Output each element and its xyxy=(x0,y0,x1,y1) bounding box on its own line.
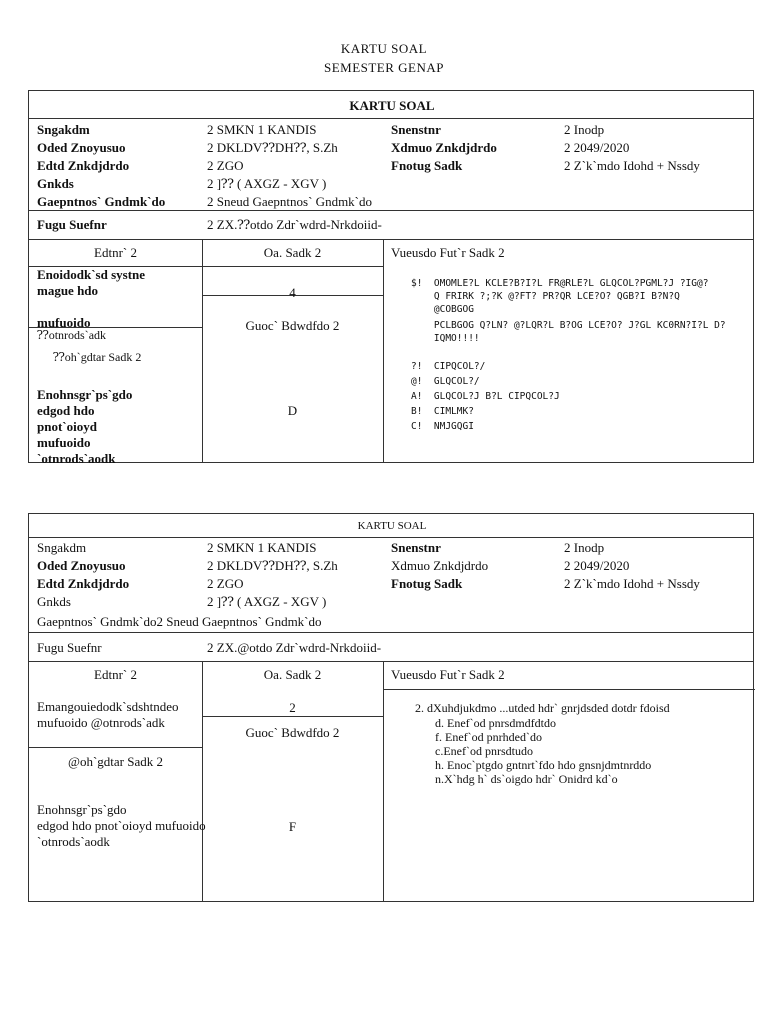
info-label: Edtd Znkdjdrdo xyxy=(37,158,130,173)
info-value: 2 Inodp xyxy=(564,122,605,137)
card-title: KARTU SOAL xyxy=(357,520,427,532)
info-value: 2 ZGO xyxy=(207,158,244,173)
option-line: C! NMJGQGI xyxy=(411,421,474,432)
option-line: ?! CIPQCOL?/ xyxy=(411,361,486,372)
question-line: 2. dXuhdjukdmo ...utded hdr` gnrjdsded dotdr fdoisd xyxy=(415,701,670,715)
info-label: Edtd Znkdjdrdo xyxy=(37,576,130,591)
option-line: f. Enef`od pnrhded`do xyxy=(435,730,542,744)
info-value: 2 DKLDV⁇DH⁇, S.Zh xyxy=(207,558,338,573)
question-line: PCLBGOG Q?LN? @?LQR?L B?OG LCE?O? J?GL KC0RN?I?L D? xyxy=(411,320,726,331)
info-label: Oded Znoyusuo xyxy=(37,558,126,573)
column-header: Vueusdo Fut`r Sadk 2 xyxy=(391,667,505,682)
indicator-text: Enohnsgr`ps`gdo edgod hdo pnot`oioyd mufuoido `otnrods`aodk xyxy=(37,387,133,466)
fugu-value: 2 ZX.⁇otdo Zdr`wdrd-Nrkdoiid- xyxy=(207,217,382,232)
info-label: Xdmuo Znkdjdrdo xyxy=(391,558,489,573)
fugu-label: Fugu Suefnr xyxy=(37,640,102,655)
option-line: c.Enef`od pnrsdtudo xyxy=(435,744,533,758)
fugu-label: Fugu Suefnr xyxy=(37,217,107,232)
info-value: 2 2049/2020 xyxy=(564,558,630,573)
answer-key-label: Guoc` Bdwdfdo 2 xyxy=(245,725,340,740)
info-label: Fnotug Sadk xyxy=(391,576,463,591)
column-header: Edtnr` 2 xyxy=(94,667,137,682)
document-title: KARTU SOAL xyxy=(340,41,428,56)
question-card-2 xyxy=(28,513,754,902)
competency-line: Gaepntnos` Gndmk`do2 Sneud Gaepntnos` Gndmk`do xyxy=(37,614,322,629)
indicator-text: @oh`gdtar Sadk 2 xyxy=(67,754,163,769)
question-number: 4 xyxy=(289,285,296,300)
indicator-text: Emangouiedodk`sdshtndeo mufuoido @otnrods`adk xyxy=(37,699,179,730)
option-line: B! CIMLMK? xyxy=(411,406,474,417)
option-line: @! GLQCOL?/ xyxy=(411,376,480,387)
document-subtitle: SEMESTER GENAP xyxy=(323,60,445,75)
info-label: Sngakdm xyxy=(37,540,87,555)
question-text xyxy=(411,277,751,433)
info-value: 2 SMKN 1 KANDIS xyxy=(207,122,317,137)
info-value: 2 Z`k`mdo Idohd + Nssdy xyxy=(564,158,700,173)
info-label: Oded Znoyusuo xyxy=(37,140,126,155)
option-line: A! GLQCOL?J B?L CIPQCOL?J xyxy=(411,391,560,402)
info-value: 2 Z`k`mdo Idohd + Nssdy xyxy=(564,576,700,591)
column-header: Oa. Sadk 2 xyxy=(263,667,322,682)
info-label: Xdmuo Znkdjdrdo xyxy=(391,140,497,155)
info-label: Snenstnr xyxy=(391,540,441,555)
card-title: KARTU SOAL xyxy=(349,98,435,113)
column-header: Edtnr` 2 xyxy=(94,245,137,260)
info-value: 2 ZGO xyxy=(207,576,244,591)
indicator-text: Enohnsgr`ps`gdo edgod hdo pnot`oioyd mufuoido `otnrods`aodk xyxy=(37,802,206,849)
question-line: $! OMOMLE?L KCLE?B?I?L FR@RLE?L GLQCOL?PGML?J ?IG@? xyxy=(411,278,709,289)
question-number: 2 xyxy=(289,700,296,715)
question-line: IQMO!!!! xyxy=(411,333,480,344)
info-value: 2 SMKN 1 KANDIS xyxy=(207,540,317,555)
answer-key-label: Guoc` Bdwdfdo 2 xyxy=(245,318,340,333)
indicator-text: ⁇oh`gdtar Sadk 2 xyxy=(53,350,142,364)
indicator-text: ⁇otnrods`adk xyxy=(37,328,107,342)
question-line: Q FRIRK ?;?K @?FT? PR?QR LCE?O? QGB?I B?N?Q xyxy=(411,291,680,302)
indicator-text: Enoidodk`sd systne mague hdo mufuoido xyxy=(37,267,146,330)
option-line: h. Enoc`ptgdo gntnrt`fdo hdo gnsnjdmtnrddo xyxy=(435,758,652,772)
fugu-value: 2 ZX.@otdo Zdr`wdrd-Nrkdoiid- xyxy=(207,640,382,655)
info-label: Sngakdm xyxy=(37,122,90,137)
answer-key-value: F xyxy=(288,819,297,834)
column-header: Vueusdo Fut`r Sadk 2 xyxy=(391,245,505,260)
info-value: 2 2049/2020 xyxy=(564,140,630,155)
info-label: Fnotug Sadk xyxy=(391,158,463,173)
info-label: Gnkds xyxy=(37,176,74,191)
info-value: 2 Inodp xyxy=(564,540,605,555)
info-value: 2 Sneud Gaepntnos` Gndmk`do xyxy=(207,194,373,209)
info-value: 2 ]⁇ ( AXGZ - XGV ) xyxy=(207,594,327,609)
question-card-1 xyxy=(28,90,754,466)
info-value: 2 DKLDV⁇DH⁇, S.Zh xyxy=(207,140,338,155)
answer-key-value: D xyxy=(287,403,298,418)
question-line xyxy=(411,345,751,358)
info-label: Gnkds xyxy=(37,594,71,609)
info-label: Gaepntnos` Gndmk`do xyxy=(37,194,166,209)
question-text xyxy=(415,701,751,786)
question-line: @COBGOG xyxy=(411,304,474,315)
info-label: Snenstnr xyxy=(391,122,441,137)
info-value: 2 ]⁇ ( AXGZ - XGV ) xyxy=(207,176,327,191)
option-line: d. Enef`od pnrsdmdfdtdo xyxy=(435,716,556,730)
column-header: Oa. Sadk 2 xyxy=(263,245,322,260)
option-line: n.X`hdg h` ds`oigdo hdr` Onidrd kd`o xyxy=(435,772,618,786)
